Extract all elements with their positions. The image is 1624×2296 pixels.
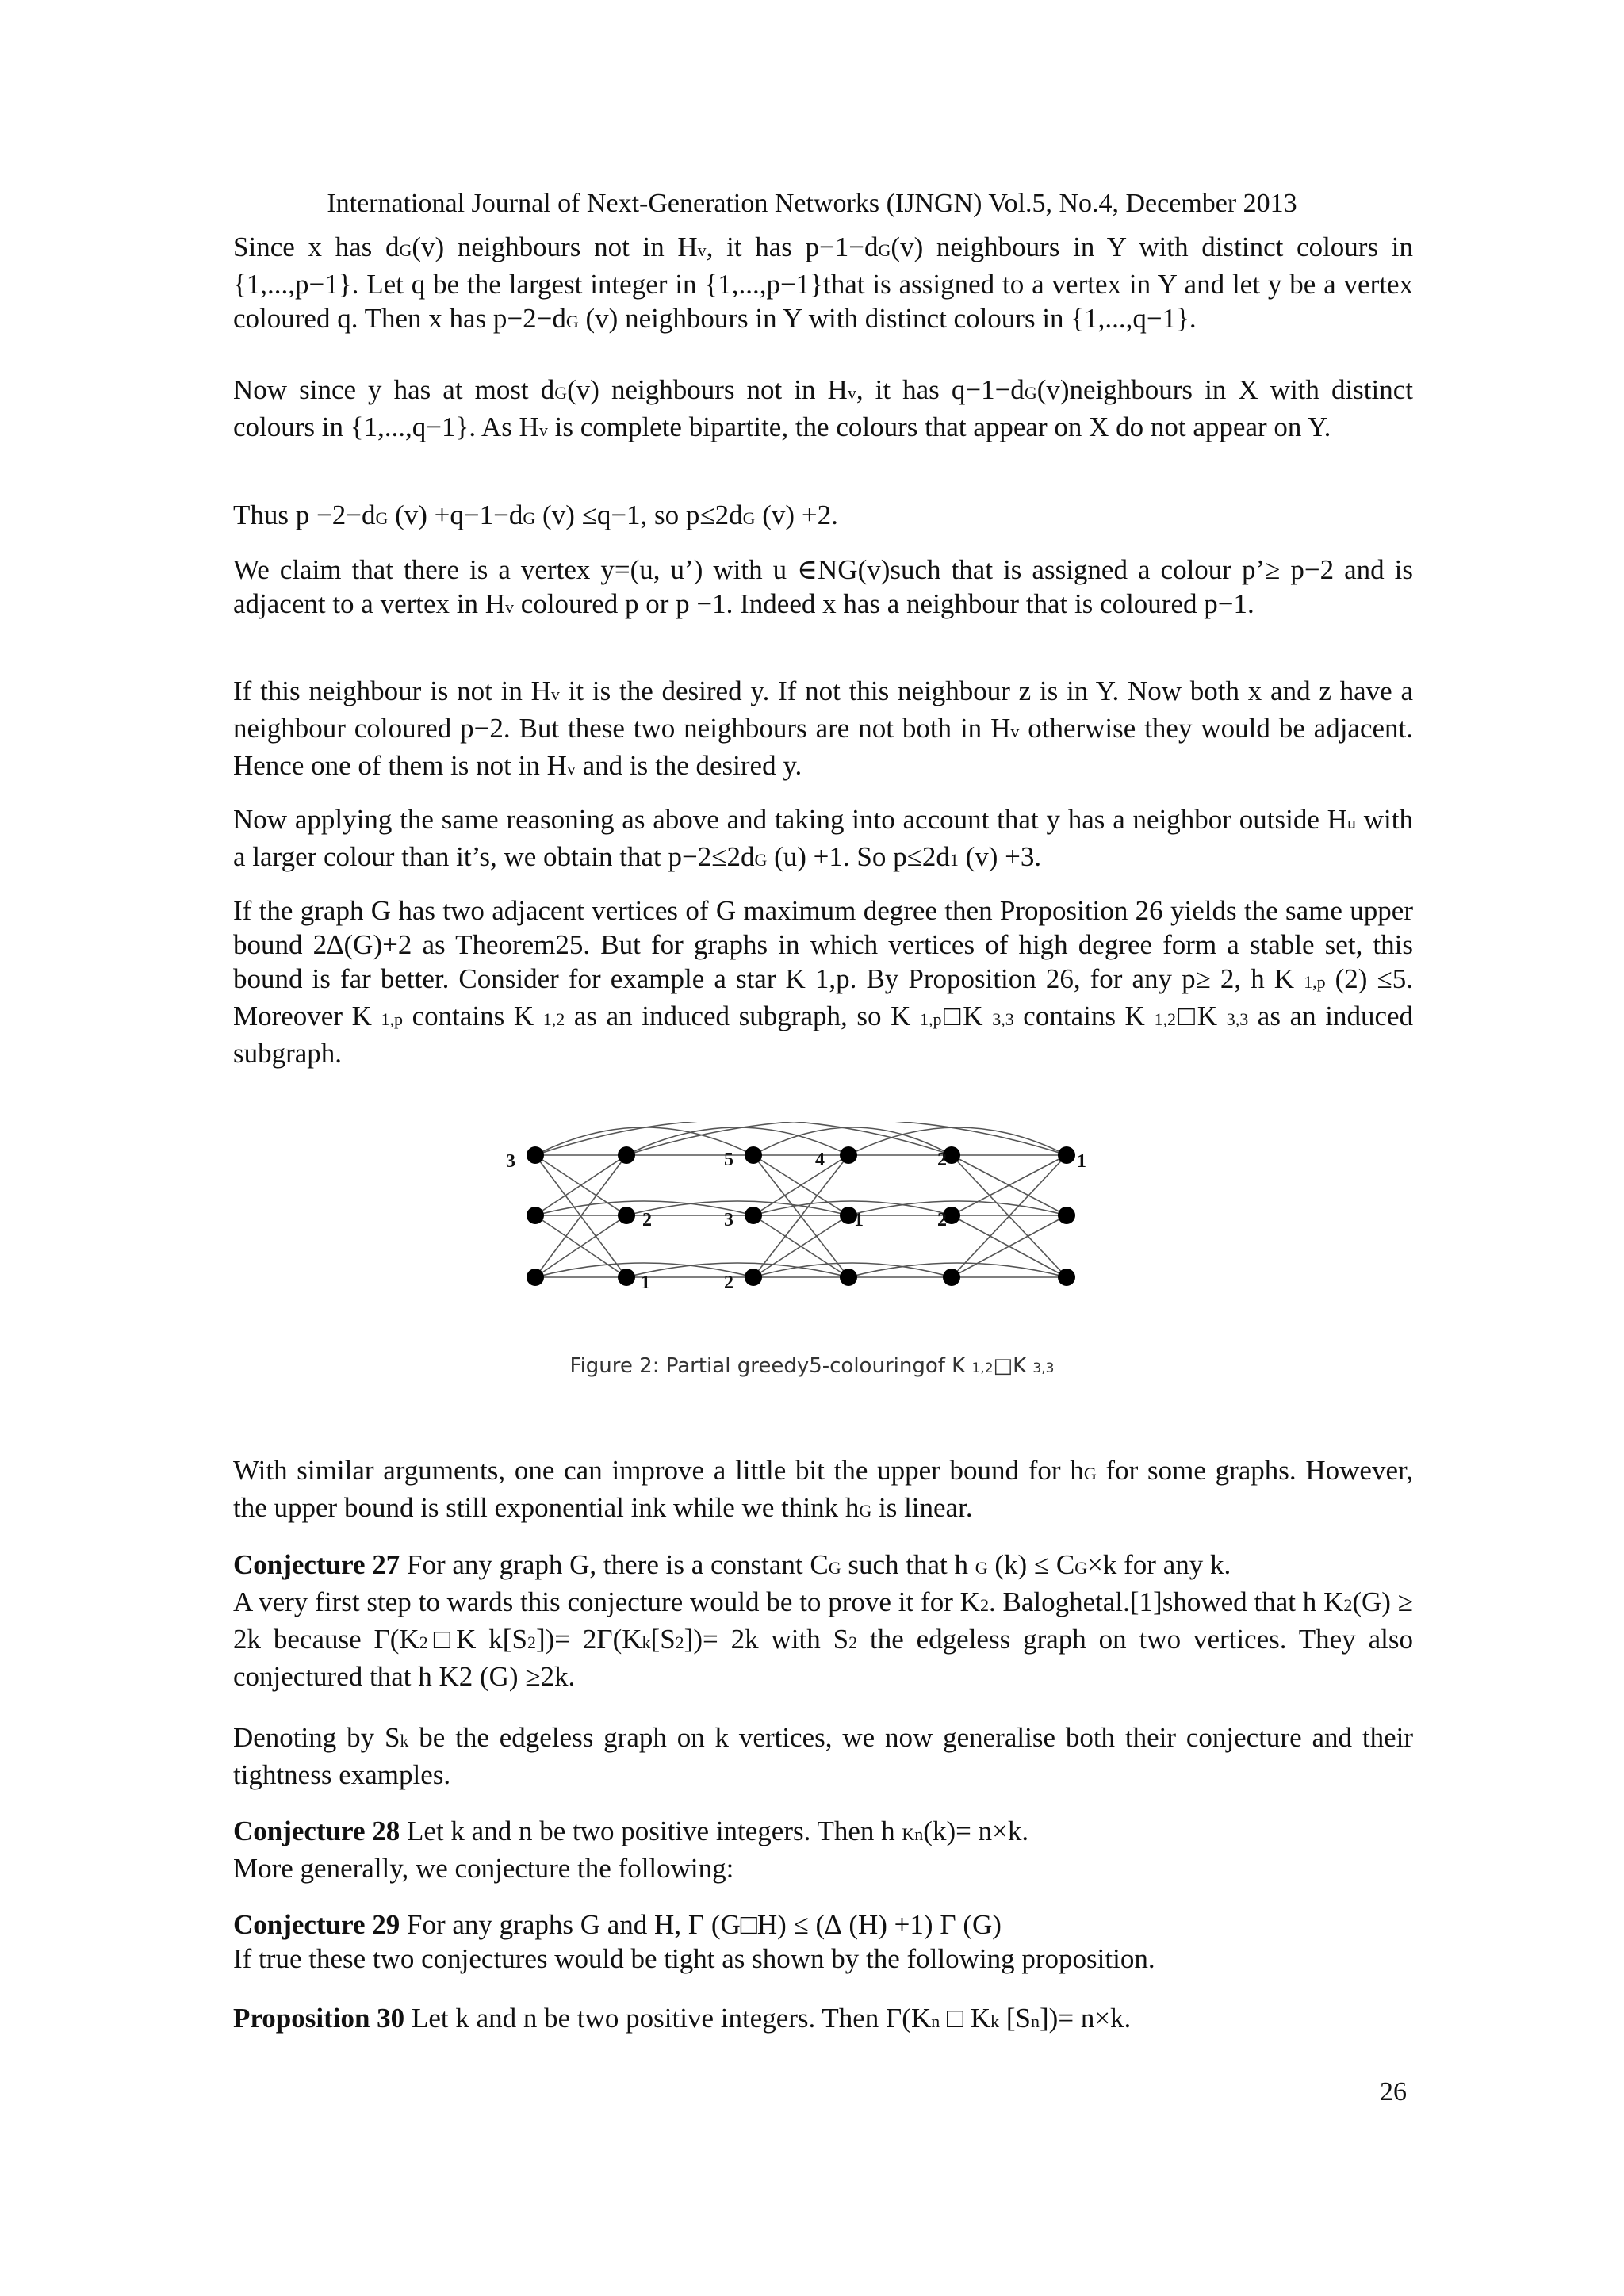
graph-vertex: [1058, 1207, 1075, 1224]
conjecture-28: Conjecture 28 Let k and n be two positive integers. Then h Kn(k)= n×k. More generally, we conjecture the following:: [233, 1816, 1029, 1884]
proposition-30: Proposition 30 Let k and n be two positive integers. Then Γ(Kn □ Kk [Sn])= n×k.: [233, 2003, 1132, 2034]
paragraph-3: Thus p −2−dG (v) +q−1−dG (v) ≤q−1, so p≤2dG (v) +2.: [233, 499, 838, 530]
graph-vertex: [618, 1146, 635, 1164]
page-number: 26: [1380, 2077, 1407, 2107]
vertex-label: 2: [937, 1150, 947, 1170]
graph-vertex: [943, 1269, 960, 1286]
graph-vertex: [840, 1146, 857, 1164]
vertex-label: 1: [1077, 1151, 1086, 1172]
paragraph-8: With similar arguments, one can improve a little bit the upper bound for hG for some graphs. However, the upper bound is still exponential ink while we think hG is linear.: [233, 1455, 1413, 1523]
paragraph-4: We claim that there is a vertex y=(u, u’) with u ∈NG(v)such that is assigned a colour p’≥ p−2 and is adjacent to a vertex in Hv coloured p or p −1. Indeed x has a neighbour that is coloured p−1.: [233, 554, 1413, 619]
vertex-label: 1: [641, 1272, 650, 1293]
graph-vertex: [618, 1207, 635, 1224]
graph-vertex: [840, 1269, 857, 1286]
graph-vertex: [745, 1146, 762, 1164]
vertex-label: 2: [937, 1210, 947, 1230]
vertex-label: 5: [724, 1150, 733, 1170]
graph-vertex: [527, 1146, 544, 1164]
graph-vertex: [1058, 1146, 1075, 1164]
conjecture-29: Conjecture 29 For any graphs G and H, Γ (G□H) ≤ (∆ (H) +1) Γ (G) If true these two conjectures would be tight as shown by the following proposition.: [233, 1909, 1155, 1974]
vertex-label: 2: [642, 1210, 652, 1230]
vertex-label: 3: [724, 1210, 733, 1230]
figure-caption: Figure 2: Partial greedy5-colouringof K 1,2□K 3,3: [569, 1354, 1055, 1378]
figure-2-graph: [476, 1122, 1110, 1383]
paragraph-1: Since x has dG(v) neighbours not in Hv, it has p−1−dG(v) neighbours in Y with distinct colours in {1,...,p−1}. Let q be the largest integer in {1,...,p−1}that is assigned to a vertex in Y and let y be a vertex coloured q. Then x has p−2−dG (v) neighbours in Y with distinct colours in {1,...,q−1}.: [233, 232, 1413, 334]
graph-vertex: [745, 1207, 762, 1224]
graph-vertex: [1058, 1269, 1075, 1286]
paragraph-2: Now since y has at most dG(v) neighbours not in Hv, it has q−1−dG(v)neighbours in X with distinct colours in {1,...,q−1}. As Hv is complete bipartite, the colours that appear on X do not appear on Y.: [233, 374, 1413, 442]
paragraph-7: If the graph G has two adjacent vertices of G maximum degree then Proposition 26 yields the same upper bound 2∆(G)+2 as Theorem25. But for graphs in which vertices of high degree form a stable set, this bound is far better. Consider for example a star K 1,p. By Proposition 26, for any p≥ 2, h K 1,p (2) ≤5. Moreover K 1,p contains K 1,2 as an induced subgraph, so K 1,p□K 3,3 contains K 1,2□K 3,3 as an induced subgraph.: [233, 895, 1414, 1069]
running-header: International Journal of Next-Generation Networks (IJNGN) Vol.5, No.4, December 2013: [327, 189, 1297, 218]
graph-vertex: [527, 1207, 544, 1224]
vertex-label: 4: [815, 1150, 825, 1170]
graph-vertex: [527, 1269, 544, 1286]
paragraph-6: Now applying the same reasoning as above and taking into account that y has a neighbor outside Hu with a larger colour than it’s, we obtain that p−2≤2dG (u) +1. So p≤2d1 (v) +3.: [233, 804, 1413, 872]
vertex-label: 3: [506, 1151, 515, 1172]
paragraph-5: If this neighbour is not in Hv it is the desired y. If not this neighbour z is in Y. Now both x and z have a neighbour coloured p−2. But these two neighbours are not both in Hv otherwise they would be adjacent. Hence one of them is not in Hv and is the desired y.: [233, 675, 1413, 781]
vertex-label: 1: [854, 1210, 864, 1230]
graph-vertex: [618, 1269, 635, 1286]
conjecture-27: Conjecture 27 For any graph G, there is a constant CG such that h G (k) ≤ CG×k for any k. A very first step to wards this conjecture would be to prove it for K2. Baloghetal.[1]showed that h K2(G) ≥ 2k because Γ(K2□K k[S2])= 2Γ(Kk[S2])= 2k with S2 the edgeless graph on two vertices. They also conjectured that h K2 (G) ≥2k.: [233, 1549, 1413, 1692]
vertex-label: 2: [724, 1272, 733, 1293]
graph-vertex: [745, 1269, 762, 1286]
paragraph-11: Denoting by Sk be the edgeless graph on k vertices, we now generalise both their conjecture and their tightness examples.: [233, 1722, 1413, 1790]
